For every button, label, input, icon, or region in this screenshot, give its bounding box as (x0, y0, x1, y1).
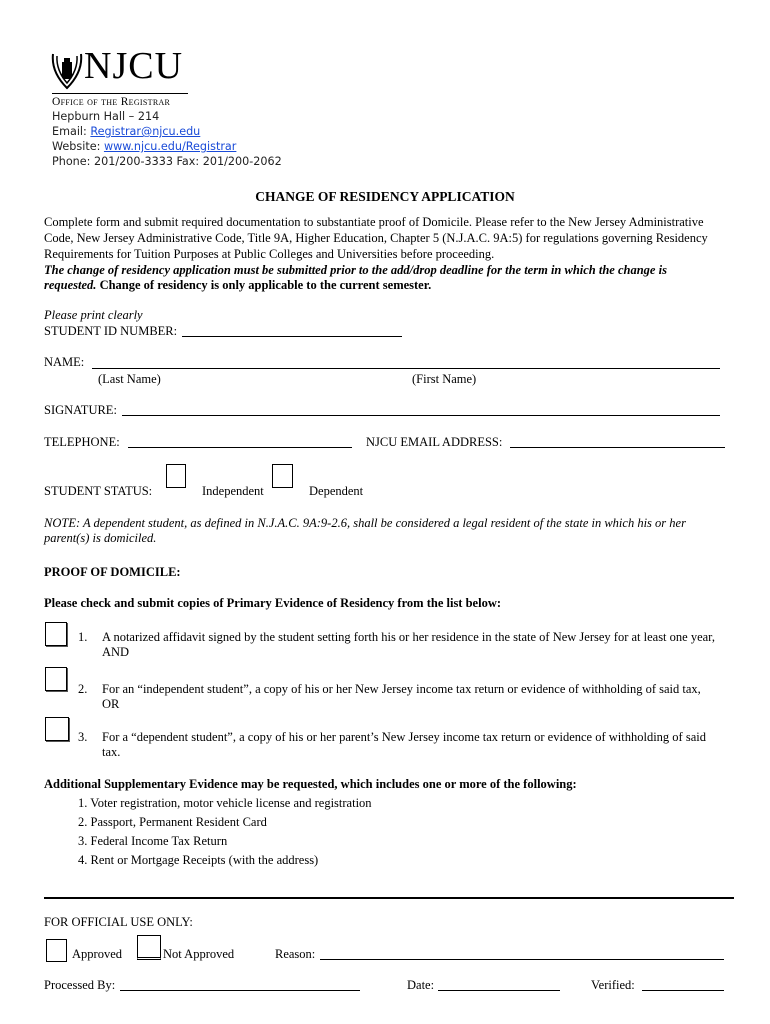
evidence-2-conjunction: OR (102, 697, 120, 711)
processed-by-label: Processed By: (44, 978, 116, 992)
evidence-3-checkbox[interactable] (45, 717, 69, 741)
signature-label: SIGNATURE: (44, 403, 117, 417)
njcu-seal-logo (50, 52, 84, 90)
print-clearly-note: Please print clearly (44, 308, 143, 322)
independent-checkbox[interactable] (166, 464, 186, 488)
email-link[interactable]: Registrar@njcu.edu (90, 125, 201, 138)
official-use-heading: FOR OFFICIAL USE ONLY: (44, 915, 193, 929)
evidence-3-continuation: tax. (102, 745, 121, 759)
dependent-note-line-2: parent(s) is domiciled. (44, 531, 157, 545)
evidence-1-conjunction: AND (102, 645, 130, 659)
date-field[interactable] (438, 990, 560, 991)
phone-fax-line: Phone: 201/200-3333 Fax: 201/200-2062 (52, 155, 282, 168)
intro-line-3: Requirements for Tuition Purposes at Public Colleges and Universities before proceeding. (44, 247, 495, 261)
njcu-email-field[interactable] (510, 447, 725, 448)
signature-field[interactable] (122, 415, 720, 416)
njcu-email-label: NJCU EMAIL ADDRESS: (366, 435, 503, 449)
website-line (52, 140, 236, 153)
supplementary-item-3: 3. Federal Income Tax Return (78, 834, 228, 848)
supplementary-item-1: 1. Voter registration, motor vehicle license and registration (78, 796, 372, 810)
dependent-label: Dependent (309, 484, 364, 498)
deadline-warning-line-1: The change of residency application must be submitted prior to the add/drop deadline for the term in which the change is (44, 263, 667, 277)
evidence-1-text: A notarized affidavit signed by the student setting forth his or her residence in the state of New Jersey for at least one year, (102, 630, 715, 644)
evidence-3-text: For a “dependent student”, a copy of his or her parent’s New Jersey income tax return or evidence of withholding of said (102, 730, 706, 744)
warning-requested: requested. (44, 278, 97, 292)
evidence-1-number: 1. (78, 630, 88, 644)
telephone-label: TELEPHONE: (44, 435, 120, 449)
reason-label: Reason: (275, 947, 316, 961)
evidence-1-checkbox[interactable] (45, 622, 67, 646)
email-label: Email: (52, 125, 87, 138)
office-name (52, 96, 170, 108)
website-link[interactable]: www.njcu.edu/Registrar (103, 140, 237, 153)
date-label: Date: (407, 978, 435, 992)
supplementary-item-2: 2. Passport, Permanent Resident Card (78, 815, 267, 829)
evidence-3-number: 3. (78, 730, 88, 744)
verified-label: Verified: (591, 978, 635, 992)
approved-checkbox[interactable] (46, 939, 67, 962)
dependent-checkbox[interactable] (272, 464, 293, 488)
verified-field[interactable] (642, 990, 724, 991)
not-approved-label: Not Approved (163, 947, 235, 961)
name-field[interactable] (92, 368, 720, 369)
telephone-field[interactable] (128, 447, 352, 448)
website-label: Website: (52, 140, 101, 153)
student-id-label: STUDENT ID NUMBER: (44, 324, 178, 338)
proof-of-domicile-heading: PROOF OF DOMICILE: (44, 565, 181, 579)
evidence-2-checkbox[interactable] (45, 667, 67, 691)
logo-divider (52, 93, 188, 94)
official-use-divider (44, 897, 734, 899)
supplementary-heading: Additional Supplementary Evidence may be requested, which includes one or more of the following: (44, 777, 577, 791)
not-approved-checkbox[interactable] (137, 935, 161, 960)
office-location: Hepburn Hall – 214 (52, 110, 160, 123)
name-label: NAME: (44, 355, 85, 369)
student-id-field[interactable] (182, 336, 402, 337)
first-name-caption: (First Name) (412, 372, 477, 386)
evidence-2-text: For an “independent student”, a copy of his or her New Jersey income tax return or evidence of withholding of said tax, (102, 682, 701, 696)
form-title: CHANGE OF RESIDENCY APPLICATION (255, 189, 515, 204)
primary-evidence-instruction: Please check and submit copies of Primary Evidence of Residency from the list below: (44, 596, 502, 610)
student-status-label: STUDENT STATUS: (44, 484, 153, 498)
last-name-caption: (Last Name) (98, 372, 161, 386)
supplementary-item-4: 4. Rent or Mortgage Receipts (with the address) (78, 853, 319, 867)
deadline-warning-line-2 (44, 278, 431, 293)
processed-by-field[interactable] (120, 990, 360, 991)
evidence-2-number: 2. (78, 682, 88, 696)
email-line (52, 125, 200, 138)
office-name-text: Office of the Registrar (52, 96, 171, 108)
logo-wordmark: NJCU (84, 45, 184, 87)
intro-line-1: Complete form and submit required documentation to substantiate proof of Domicile. Please refer to the New Jersey Administrative (44, 215, 704, 229)
reason-field[interactable] (320, 959, 724, 960)
approved-label: Approved (72, 947, 122, 961)
dependent-note-line-1: NOTE: A dependent student, as defined in N.J.A.C. 9A:9-2.6, shall be considered a legal resident of the state in which his or her (44, 516, 686, 530)
intro-line-2: Code, New Jersey Administrative Code, Title 9A, Higher Education, Chapter 5 (N.J.A.C. 9A:5) for regulations governing Residency (44, 231, 708, 245)
independent-label: Independent (202, 484, 264, 498)
warning-semester: Change of residency is only applicable to the current semester. (96, 278, 432, 292)
